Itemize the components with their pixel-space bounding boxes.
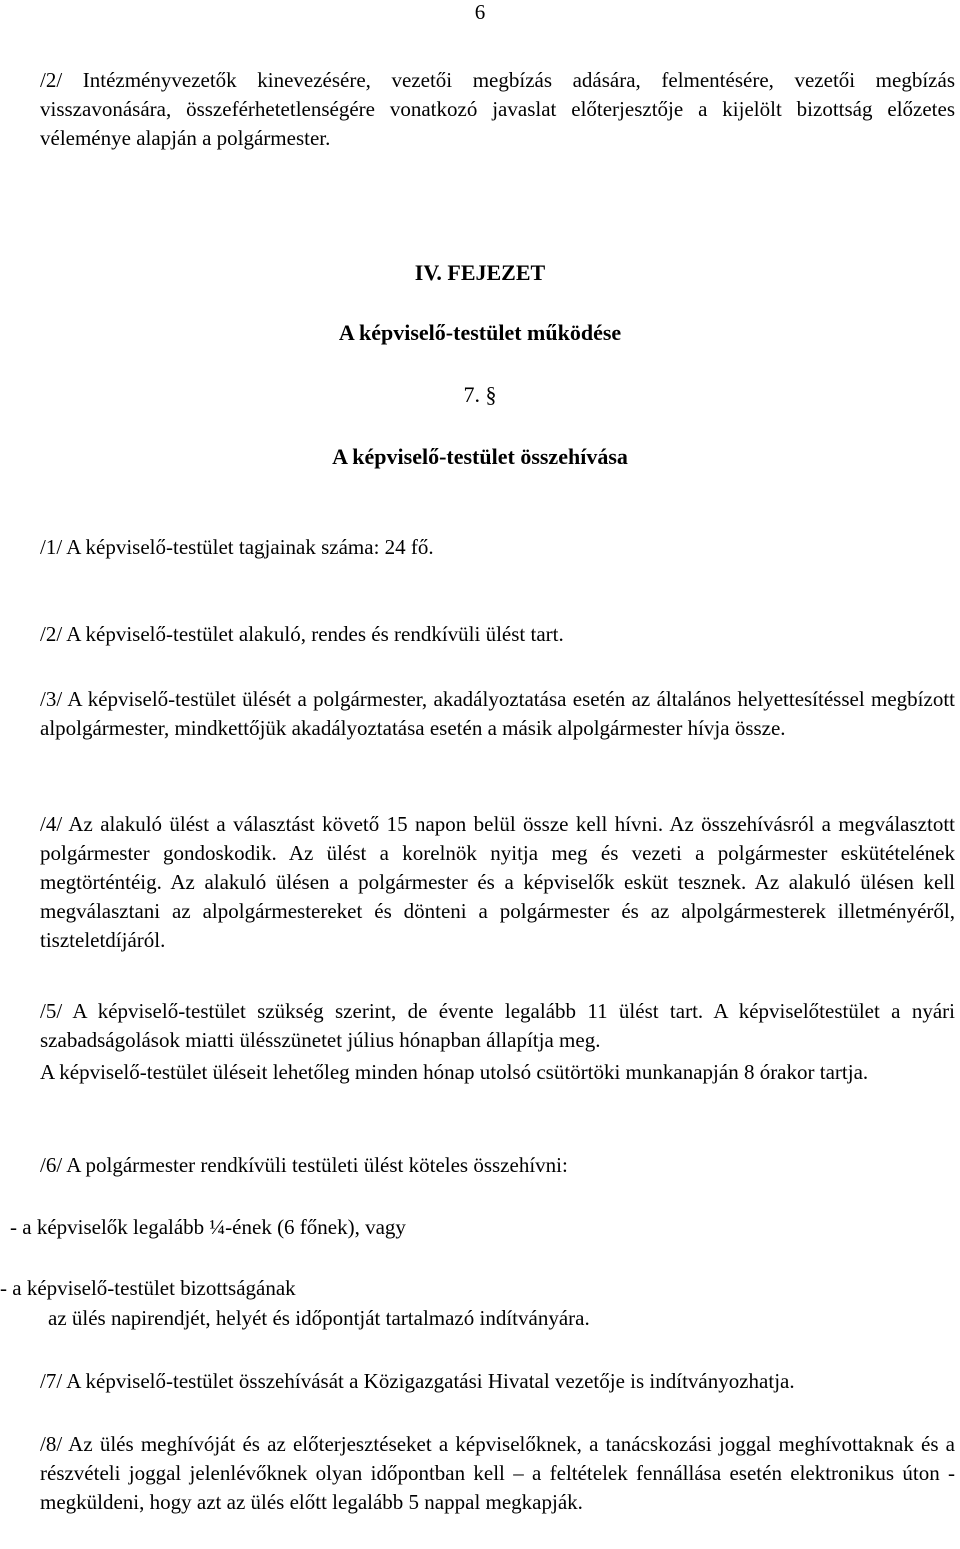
paragraph-6: /6/ A polgármester rendkívüli testületi ülést köteles összehívni: xyxy=(40,1153,568,1177)
chapter-subtitle: A képviselő-testület működése xyxy=(338,320,622,345)
paragraph-3: /3/ A képviselő-testület ülését a polgármester, akadályoztatása esetén az általános helyettesítéssel megbízott alpolgármester, mindkettőjük akadályoztatása esetén a másik alpolgármester hívja össze. xyxy=(40,687,955,740)
paragraph-7: /7/ A képviselő-testület összehívását a Közigazgatási Hivatal vezetője is indítványozhatja. xyxy=(40,1369,795,1393)
paragraph-1: /1/ A képviselő-testület tagjainak száma: 24 fő. xyxy=(40,535,434,559)
paragraph-intro: /2/ Intézményvezetők kinevezésére, vezetői megbízás adására, felmentésére, vezetői megbízás visszavonására, összeférhetetlenségére vonatkozó javaslat előterjesztője a kijelölt bizottság előzetes véleménye alapján a polgármester. xyxy=(40,68,955,150)
paragraph-5: /5/ A képviselő-testület szükség szerint, de évente legalább 11 ülést tart. A képviselőtestület a nyári szabadságolások miatti ülésszünetet július hónapban állapítja meg. xyxy=(40,999,955,1052)
paragraph-4: /4/ Az alakuló ülést a választást követő 15 napon belül össze kell hívni. Az összehívásról a megválasztott polgármester gondoskodik. Az ülést a korelnök nyitja meg és vezeti a polgármester eskütételének megtörténtéig. Az alakuló ülésen a polgármester és a képviselők esküt tesznek. Az alakuló ülésen kell megválasztani az alpolgármestereket és dönteni a polgármester és az alpolgármesterek illetményéről, tiszteletdíjáról. xyxy=(40,812,955,952)
section-number: 7. § xyxy=(463,382,497,407)
paragraph-2: /2/ A képviselő-testület alakuló, rendes és rendkívüli ülést tart. xyxy=(40,622,564,646)
page-number: 6 xyxy=(474,0,486,24)
section-title: A képviselő-testület összehívása xyxy=(332,444,628,469)
paragraph-8: /8/ Az ülés meghívóját és az előterjesztéseket a képviselőknek, a tanácskozási joggal meghívottaknak és a részvételi joggal jelenlévőknek olyan időpontban kell – a feltételek fennállása esetén elektronikus úton - megküldeni, hogy azt az ülés előtt legalább 5 nappal megkapják. xyxy=(40,1432,955,1514)
list-item-1: - a képviselők legalább ¼-ének (6 főnek), vagy xyxy=(10,1215,406,1239)
chapter-title: IV. FEJEZET xyxy=(414,260,546,285)
list-item-tail: az ülés napirendjét, helyét és időpontját tartalmazó indítványára. xyxy=(48,1306,590,1330)
paragraph-5b: A képviselő-testület üléseit lehetőleg minden hónap utolsó csütörtöki munkanapján 8 órakor tartja. xyxy=(40,1060,869,1084)
list-item-2: - a képviselő-testület bizottságának xyxy=(0,1276,296,1300)
